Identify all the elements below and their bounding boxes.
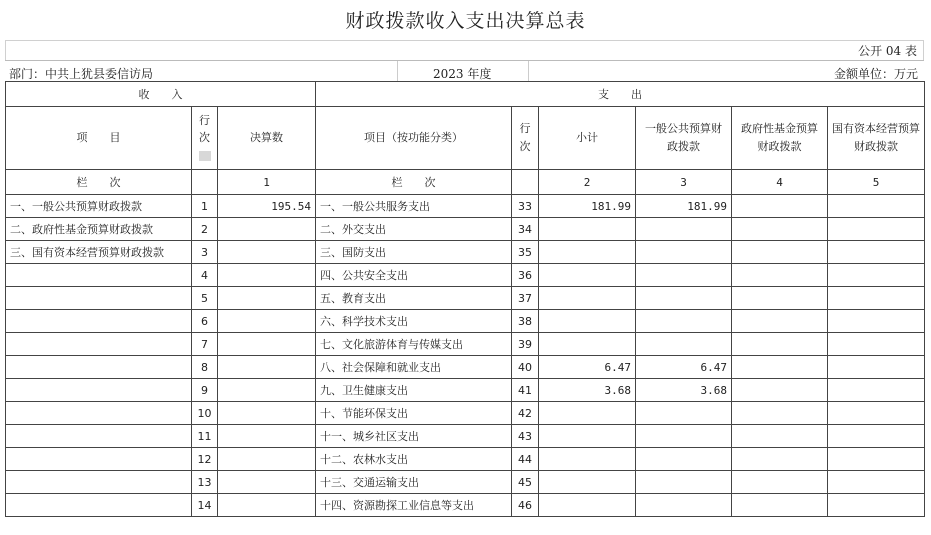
expense-item-cell: 四、公共安全支出 [316,264,512,287]
expense-item-cell: 三、国防支出 [316,241,512,264]
income-item-cell: 三、国有资本经营预算财政拨款 [6,241,192,264]
income-line-cell: 6 [192,310,218,333]
state-capital-cell [828,218,925,241]
income-line-cell: 11 [192,425,218,448]
table-row [6,471,925,494]
expense-line-cell: 40 [512,356,539,379]
expense-item-cell: 七、文化旅游体育与传媒支出 [316,333,512,356]
form-code: 公开 04 表 [858,44,917,58]
line-no-header-text: 行 次 [519,122,531,153]
gov-fund-cell [732,494,828,517]
gov-fund-cell [732,264,828,287]
income-line-cell: 2 [192,218,218,241]
gov-fund-cell [732,195,828,218]
subtotal-cell: 3.68 [539,379,636,402]
income-line-cell: 7 [192,333,218,356]
income-line-header [192,107,218,170]
general-budget-cell [636,310,732,333]
table-row [6,218,925,241]
table-row [6,356,925,379]
table-row [6,264,925,287]
state-capital-cell [828,241,925,264]
column-header-row [6,107,925,170]
income-line-cell: 3 [192,241,218,264]
department-label: 部门：中共上犹县委信访局 [9,67,154,81]
income-amount-cell [218,264,316,287]
income-amount-cell [218,494,316,517]
expense-line-cell: 36 [512,264,539,287]
expense-line-cell: 37 [512,287,539,310]
income-item-cell [6,264,192,287]
state-capital-cell [828,310,925,333]
general-budget-cell: 3.68 [636,379,732,402]
subtotal-cell [539,218,636,241]
gov-fund-cell [732,425,828,448]
subtotal-cell [539,402,636,425]
subtotal-cell [539,241,636,264]
income-amount-cell [218,471,316,494]
general-budget-cell: 6.47 [636,356,732,379]
income-amount-cell [218,402,316,425]
table-row [6,333,925,356]
gov-fund-cell [732,241,828,264]
gov-fund-cell [732,218,828,241]
expense-line-cell: 35 [512,241,539,264]
income-item-cell [6,471,192,494]
expense-line-cell: 39 [512,333,539,356]
expense-item-cell: 十一、城乡社区支出 [316,425,512,448]
income-amount-header: 决算数 [218,107,316,170]
table-row [6,494,925,517]
table-row [6,425,925,448]
expense-line-cell: 42 [512,402,539,425]
state-capital-cell [828,425,925,448]
general-budget-cell [636,471,732,494]
budget-table [5,81,925,517]
income-item-cell [6,310,192,333]
state-capital-cell [828,471,925,494]
state-capital-cell [828,379,925,402]
expense-item-cell: 十四、资源勘探工业信息等支出 [316,494,512,517]
gov-fund-header: 政府性基金预算财政拨款 [732,107,828,170]
general-budget-cell [636,402,732,425]
subtotal-header: 小计 [539,107,636,170]
general-budget-cell [636,241,732,264]
income-item-cell [6,402,192,425]
subtotal-cell [539,471,636,494]
expense-item-cell: 六、科学技术支出 [316,310,512,333]
line-no-header-text: 行 次 [199,113,210,145]
page-title: 财政拨款收入支出决算总表 [345,10,586,32]
column-index-2: 2 [539,170,636,195]
expense-item-cell: 五、教育支出 [316,287,512,310]
state-capital-cell [828,287,925,310]
amount-unit: 金额单位：万元 [833,67,918,81]
income-amount-cell [218,425,316,448]
expense-line-cell: 46 [512,494,539,517]
general-budget-cell [636,287,732,310]
expense-line-cell: 44 [512,448,539,471]
general-budget-cell: 181.99 [636,195,732,218]
state-capital-cell [828,448,925,471]
table-row [6,448,925,471]
gov-fund-cell [732,333,828,356]
expense-line-cell: 41 [512,379,539,402]
column-index-label: 栏 次 [316,170,512,195]
gov-fund-cell [732,379,828,402]
column-index-4: 4 [732,170,828,195]
expense-item-cell: 十三、交通运输支出 [316,471,512,494]
expense-line-cell: 43 [512,425,539,448]
income-item-cell [6,356,192,379]
expense-item-cell: 一、一般公共服务支出 [316,195,512,218]
func-item-header: 项目（按功能分类） [316,107,512,170]
grid-icon [199,151,211,161]
income-item-cell [6,448,192,471]
column-index-blank [512,170,539,195]
expense-line-cell: 34 [512,218,539,241]
subtotal-cell [539,310,636,333]
general-budget-cell [636,494,732,517]
column-index-label: 栏 次 [6,170,192,195]
income-amount-cell [218,287,316,310]
income-line-cell: 1 [192,195,218,218]
income-line-cell: 10 [192,402,218,425]
income-item-cell [6,287,192,310]
income-section-header: 收 入 [6,82,316,107]
header-frame [5,40,924,60]
column-index-5: 5 [828,170,925,195]
subtotal-cell [539,494,636,517]
general-budget-cell [636,425,732,448]
expense-line-cell: 45 [512,471,539,494]
income-amount-cell [218,356,316,379]
income-item-cell [6,425,192,448]
expense-line-cell: 38 [512,310,539,333]
subtotal-cell [539,425,636,448]
state-capital-cell [828,402,925,425]
gov-fund-cell [732,471,828,494]
expense-section-header: 支 出 [316,82,925,107]
state-capital-cell [828,333,925,356]
income-amount-cell [218,379,316,402]
income-line-cell: 12 [192,448,218,471]
general-budget-cell [636,333,732,356]
subtotal-cell [539,333,636,356]
section-header-row [6,82,925,107]
income-item-cell [6,333,192,356]
income-amount-cell [218,448,316,471]
general-budget-cell [636,448,732,471]
expense-item-cell: 十二、农林水支出 [316,448,512,471]
state-capital-cell [828,264,925,287]
expense-item-cell: 十、节能环保支出 [316,402,512,425]
gov-fund-cell [732,448,828,471]
divider [528,61,529,81]
column-index-row [6,170,925,195]
column-index-1: 1 [218,170,316,195]
income-line-cell: 5 [192,287,218,310]
subtotal-cell [539,287,636,310]
income-line-cell: 9 [192,379,218,402]
income-item-cell [6,379,192,402]
state-capital-cell [828,195,925,218]
state-capital-cell [828,494,925,517]
gov-fund-cell [732,402,828,425]
income-amount-cell [218,310,316,333]
income-item-header: 项 目 [6,107,192,170]
income-line-cell: 8 [192,356,218,379]
income-item-cell: 二、政府性基金预算财政拨款 [6,218,192,241]
divider [397,61,398,81]
subtotal-cell [539,264,636,287]
column-index-blank [192,170,218,195]
expense-line-cell: 33 [512,195,539,218]
income-line-cell: 14 [192,494,218,517]
income-amount-cell [218,241,316,264]
general-budget-cell [636,218,732,241]
subtotal-cell [539,448,636,471]
state-capital-cell [828,356,925,379]
subtotal-cell: 181.99 [539,195,636,218]
expense-item-cell: 二、外交支出 [316,218,512,241]
table-row [6,287,925,310]
table-row [6,402,925,425]
income-amount-cell [218,333,316,356]
state-capital-header: 国有资本经营预算财政拨款 [828,107,925,170]
gov-fund-cell [732,356,828,379]
income-amount-cell: 195.54 [218,195,316,218]
table-row [6,379,925,402]
income-amount-cell [218,218,316,241]
table-row [6,241,925,264]
column-index-3: 3 [636,170,732,195]
subtotal-cell: 6.47 [539,356,636,379]
gov-fund-cell [732,287,828,310]
table-row [6,195,925,218]
expense-item-cell: 九、卫生健康支出 [316,379,512,402]
income-line-cell: 4 [192,264,218,287]
expense-line-header [512,107,539,170]
general-budget-cell [636,264,732,287]
income-item-cell [6,494,192,517]
gov-fund-cell [732,310,828,333]
table-row [6,310,925,333]
fiscal-year: 2023 年度 [433,67,492,81]
income-line-cell: 13 [192,471,218,494]
expense-item-cell: 八、社会保障和就业支出 [316,356,512,379]
general-budget-header: 一般公共预算财政拨款 [636,107,732,170]
meta-row [5,60,924,81]
income-item-cell: 一、一般公共预算财政拨款 [6,195,192,218]
